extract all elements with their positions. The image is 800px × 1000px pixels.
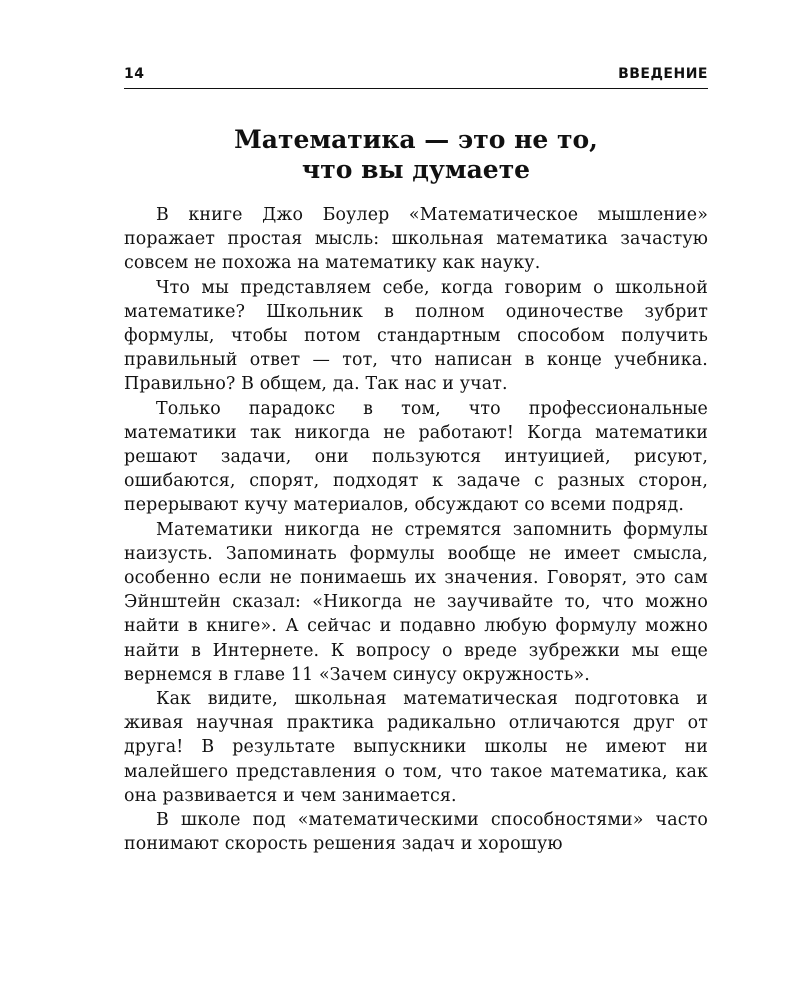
paragraph: Математики никогда не стремятся запомнить формулы наизусть. Запоминать формулы вообще не имеет смысла, особенно если не понимаешь их значения. Говорят, это сам Эйнштейн сказал: «Никогда не заучивайте то, что можно найти в книге». А сейчас и подавно любую формулу можно найти в Интернете. К вопросу о вреде зубрежки мы еще вернемся в главе 11 «Зачем синусу окружность».: [124, 519, 708, 685]
paragraph: Как видите, школьная математическая подготовка и живая научная практика радикально отличаются друг от друга! В результате выпускники школы не имеют ни малейшего представления о том, что такое математика, как она развивается и чем занимается.: [124, 689, 708, 806]
paragraph: Что мы представляем себе, когда говорим о школьной математике? Школьник в полном одиночестве зубрит формулы, чтобы потом стандартным способом получить правильный ответ — тот, что написан в конце учебника. Правильно? В общем, да. Так нас и учат.: [124, 277, 708, 395]
paragraph: Только парадокс в том, что профессиональные математики так никогда не работают! Когда математики решают задачи, они пользуются интуицией, рисуют, ошибаются, спорят, подходят к задаче с разных сторон, перерывают кучу материалов, обсуждают со всеми подряд.: [124, 398, 708, 516]
chapter-title-line-1: Математика — это не то,: [234, 125, 598, 154]
paragraph: В книге Джо Боулер «Математическое мышление» поражает простая мысль: школьная математика зачастую совсем не похожа на математику как науку.: [124, 205, 708, 274]
body-text: [124, 203, 708, 856]
paragraph: В школе под «математическими способностями» часто понимают скорость решения задач и хорошую: [124, 810, 708, 855]
running-header: [124, 66, 708, 89]
chapter-title-line-2: что вы думаете: [301, 155, 531, 184]
section-title: ВВЕДЕНИЕ: [618, 66, 708, 82]
book-page: [124, 66, 708, 856]
page-number: 14: [124, 66, 145, 82]
chapter-title: [124, 125, 708, 185]
